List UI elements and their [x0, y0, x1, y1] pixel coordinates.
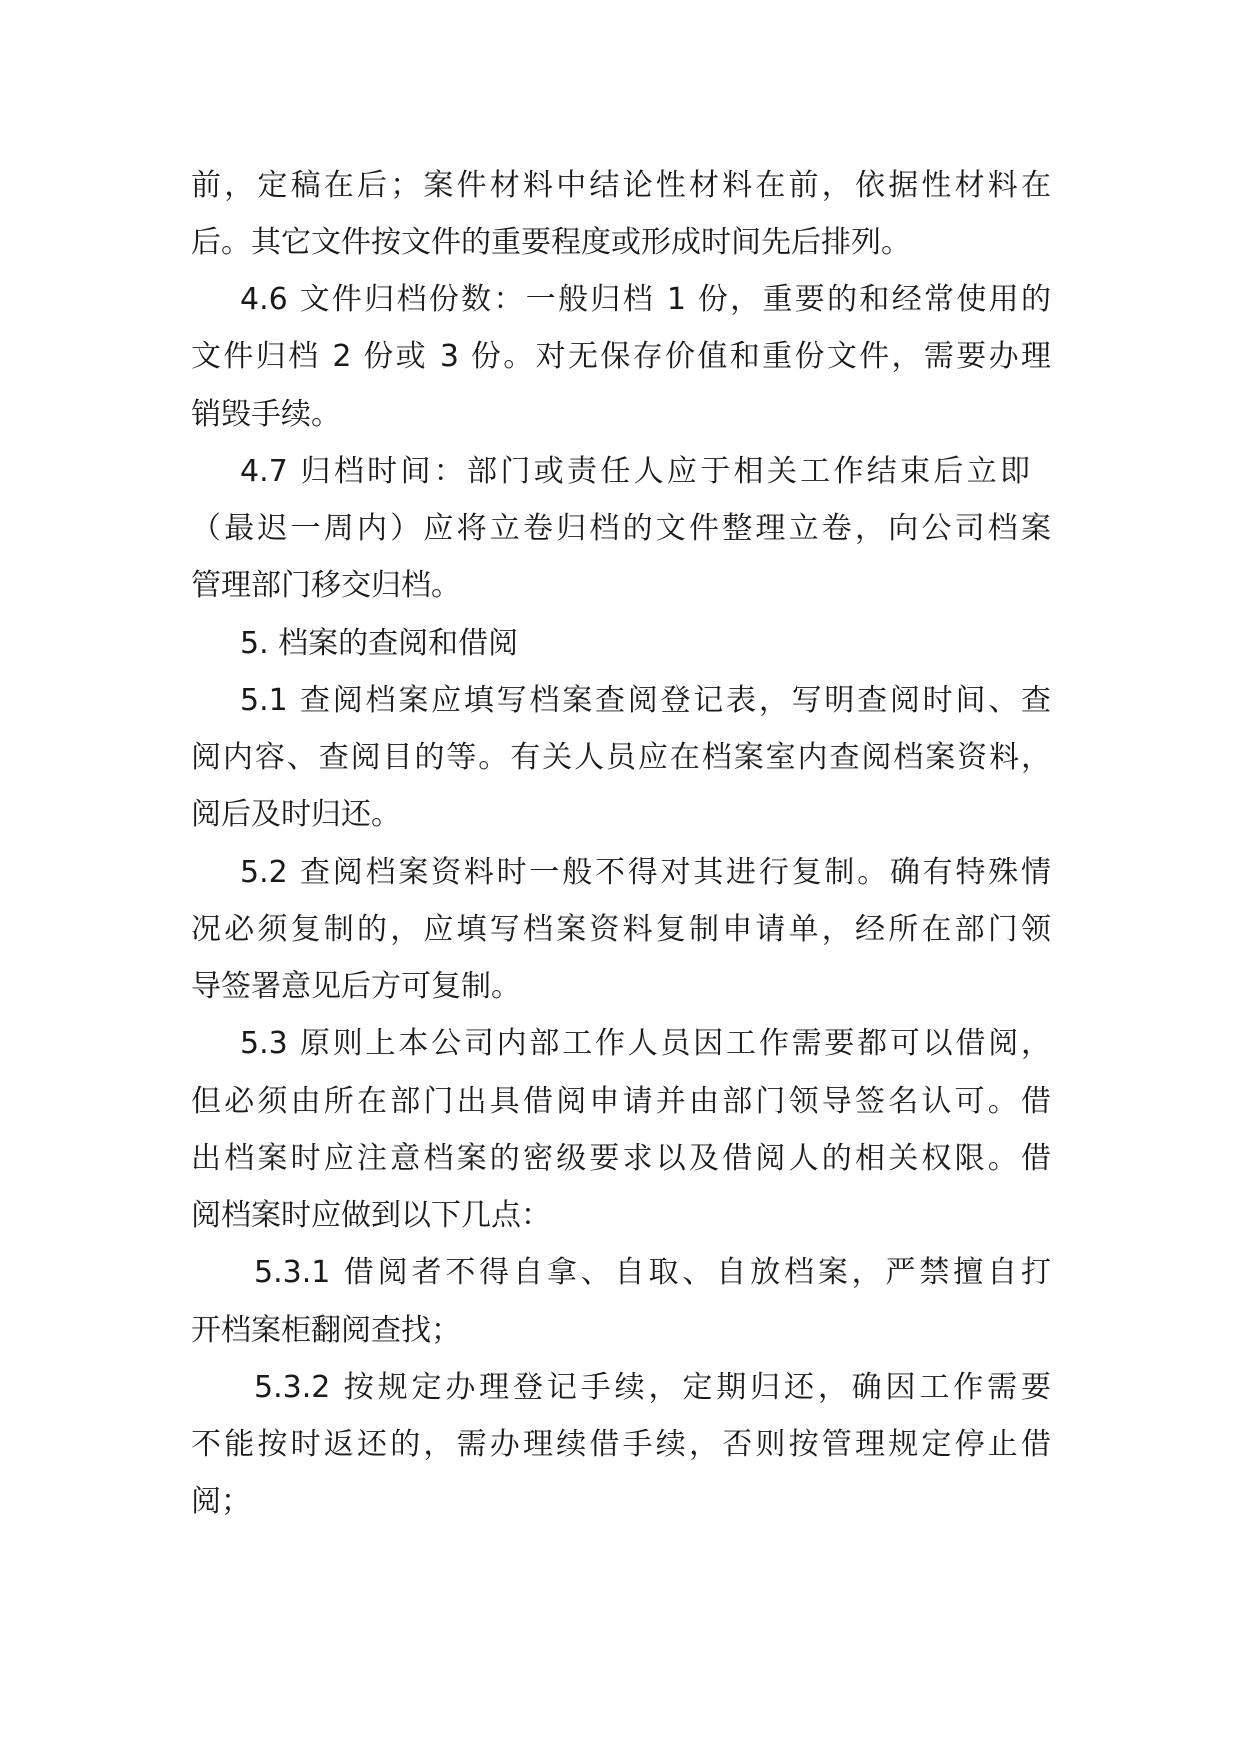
paragraph-line — [0, 1253, 1241, 1293]
text-line: 5.3.2 按规定办理登记手续，定期归还，确因工作需要 — [254, 1370, 1051, 1405]
paragraph-line — [0, 681, 1241, 721]
text-line: 阅后及时归还。 — [191, 797, 401, 832]
paragraph-line — [0, 166, 1241, 206]
paragraph-line — [0, 1082, 1241, 1122]
text-line: 况必须复制的，应填写档案资料复制申请单，经所在部门领 — [191, 912, 1051, 947]
paragraph-line — [0, 853, 1241, 893]
paragraph-line — [0, 395, 1241, 435]
section-heading — [0, 624, 1241, 664]
paragraph-line — [0, 738, 1241, 778]
paragraph-line — [0, 1196, 1241, 1236]
text-line: 不能按时返还的，需办理续借手续，否则按管理规定停止借 — [191, 1427, 1051, 1462]
text-line: 阅内容、查阅目的等。有关人员应在档案室内查阅档案资料， — [191, 740, 1051, 775]
text-line: 后。其它文件按文件的重要程度或形成时间先后排列。 — [191, 225, 911, 260]
paragraph-line — [0, 1311, 1241, 1351]
text-line: 4.6 文件归档份数：一般归档 1 份，重要的和经常使用的 — [240, 282, 1051, 317]
paragraph-line — [0, 910, 1241, 950]
paragraph-line — [0, 1139, 1241, 1179]
text-line: （最迟一周内）应将立卷归档的文件整理立卷，向公司档案 — [191, 511, 1051, 546]
paragraph-line — [0, 1482, 1241, 1522]
paragraph-line — [0, 509, 1241, 549]
text-line: 出档案时应注意档案的密级要求以及借阅人的相关权限。借 — [191, 1141, 1051, 1176]
paragraph-line — [0, 967, 1241, 1007]
text-line: 阅； — [191, 1484, 251, 1519]
text-line: 开档案柜翻阅查找； — [191, 1313, 461, 1348]
text-line: 5.1 查阅档案应填写档案查阅登记表，写明查阅时间、查 — [240, 683, 1051, 718]
paragraph-line — [0, 1024, 1241, 1064]
text-line: 前，定稿在后；案件材料中结论性材料在前，依据性材料在 — [191, 168, 1051, 203]
text-line: 导签署意见后方可复制。 — [191, 969, 521, 1004]
text-line: 5.2 查阅档案资料时一般不得对其进行复制。确有特殊情 — [240, 855, 1051, 890]
text-line: 5.3 原则上本公司内部工作人员因工作需要都可以借阅， — [240, 1026, 1051, 1061]
paragraph-line — [0, 337, 1241, 377]
paragraph-line — [0, 452, 1241, 492]
text-line: 销毁手续。 — [191, 397, 341, 432]
text-line: 4.7 归档时间：部门或责任人应于相关工作结束后立即 — [240, 454, 1030, 489]
paragraph-line — [0, 280, 1241, 320]
text-line: 5.3.1 借阅者不得自拿、自取、自放档案，严禁擅自打 — [254, 1255, 1051, 1290]
paragraph-line — [0, 1425, 1241, 1465]
paragraph-line — [0, 1368, 1241, 1408]
text-line: 但必须由所在部门出具借阅申请并由部门领导签名认可。借 — [191, 1084, 1051, 1119]
text-line: 5. 档案的查阅和借阅 — [240, 626, 519, 661]
text-line: 文件归档 2 份或 3 份。对无保存价值和重份文件，需要办理 — [191, 339, 1051, 374]
paragraph-line — [0, 566, 1241, 606]
text-line: 管理部门移交归档。 — [191, 568, 461, 603]
text-line: 阅档案时应做到以下几点： — [191, 1198, 551, 1233]
paragraph-line — [0, 795, 1241, 835]
paragraph-line — [0, 223, 1241, 263]
